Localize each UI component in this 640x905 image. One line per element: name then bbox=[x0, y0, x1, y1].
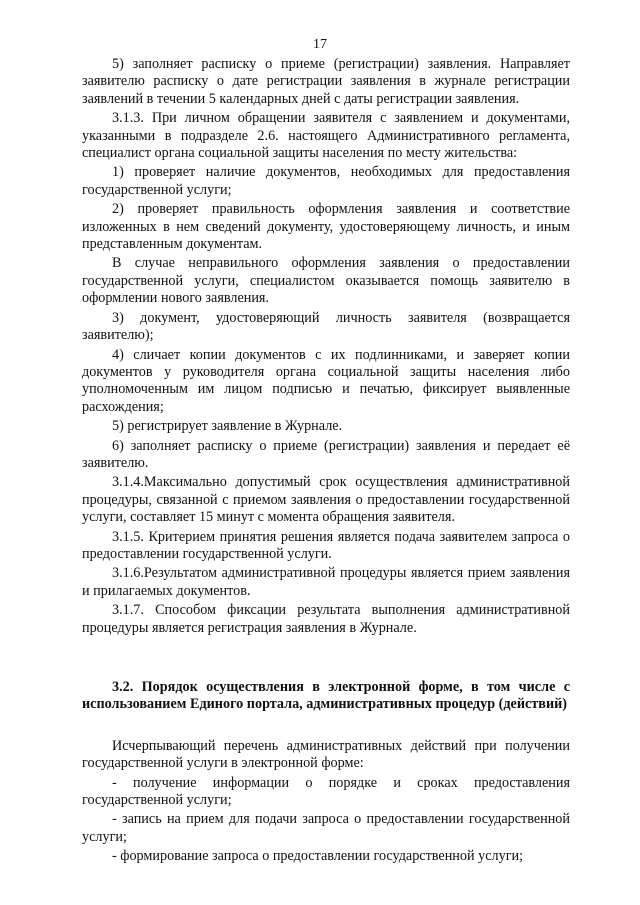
paragraph: 4) сличает копии документов с их подлинниками, и заверяет копии документов у руководителя органа социальной защиты населения либо уполномоченным им лицом подписью и печатью, фиксирует выявленные расхождения; bbox=[82, 346, 570, 415]
paragraph: Исчерпывающий перечень административных действий при получении государственной услуги в электронной форме: bbox=[82, 737, 570, 772]
paragraph: 5) заполняет расписку о приеме (регистрации) заявления. Направляет заявителю расписку о дате регистрации заявления в журнале регистрации заявлений в течении 5 календарных дней с даты регистрации заявления. bbox=[82, 56, 570, 107]
paragraph: 1) проверяет наличие документов, необходимых для предоставления государственной услуги; bbox=[82, 164, 570, 198]
paragraph: 6) заполняет расписку о приеме (регистрации) заявления и передает её заявителю. bbox=[82, 437, 570, 471]
document-body bbox=[82, 56, 570, 866]
paragraph: 3.1.7. Способом фиксации результата выполнения административной процедуры является регистрация заявления в Журнале. bbox=[82, 602, 570, 636]
paragraph: 3.1.6.Результатом административной процедуры является прием заявления и прилагаемых документов. bbox=[82, 565, 570, 599]
paragraph: 3) документ, удостоверяющий личность заявителя (возвращается заявителю); bbox=[82, 309, 570, 344]
paragraph: В случае неправильного оформления заявления о предоставлении государственной услуги, специалистом оказывается помощь заявителю в оформлении нового заявления. bbox=[82, 255, 570, 307]
list-item: - получение информации о порядке и сроках предоставления государственной услуги; bbox=[82, 774, 570, 809]
paragraph: 2) проверяет правильность оформления заявления и соответствие изложенных в нем сведений документу, удостоверяющему личность, и иным представленным документам. bbox=[82, 201, 570, 253]
paragraph: 3.1.5. Критерием принятия решения является подача заявителем запроса о предоставлении государственной услуги. bbox=[82, 528, 570, 562]
list-item: - формирование запроса о предоставлении государственной услуги; bbox=[112, 848, 524, 865]
list-item: - запись на прием для подачи запроса о предоставлении государственной услуги; bbox=[82, 811, 570, 845]
paragraph: 5) регистрирует заявление в Журнале. bbox=[112, 418, 343, 435]
paragraph: 3.1.3. При личном обращении заявителя с заявлением и документами, указанными в подразделе 2.6. настоящего Административного регламента, специалист органа социальной защиты населения по месту жительства: bbox=[82, 110, 570, 162]
section-heading: 3.2. Порядок осуществления в электронной форме, в том числе с использованием Единого портала, административных процедур (действий) bbox=[82, 679, 570, 713]
paragraph: 3.1.4.Максимально допустимый срок осуществления административной процедуры, связанной с приемом заявления о предоставлении государственной услуги, составляет 15 минут с момента обращения заявителя. bbox=[82, 474, 570, 526]
page-number: 17 bbox=[313, 37, 327, 52]
